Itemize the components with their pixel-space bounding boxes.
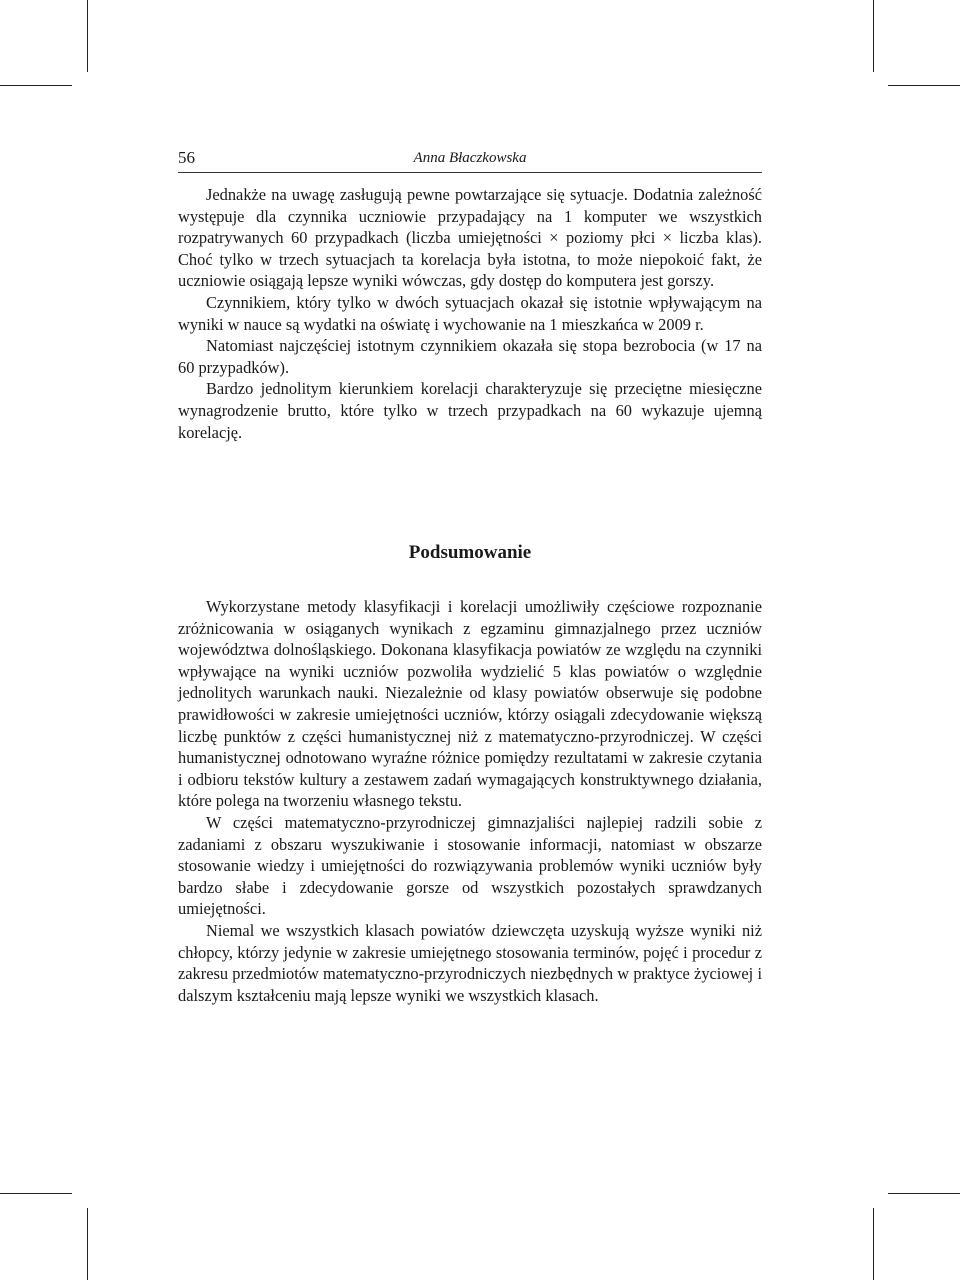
- crop-mark: [87, 1208, 88, 1280]
- crop-mark: [87, 0, 88, 72]
- page-number: 56: [178, 148, 195, 167]
- crop-mark: [888, 85, 960, 86]
- paragraph: Niemal we wszystkich klasach powiatów dziewczęta uzyskują wyższe wyniki niż chłopcy, którzy jedynie w zakresie umiejętnego stosowania terminów, pojęć i procedur z zakresu przedmiotów matematyczno-przyrodniczych niezbędnych w praktyce życiowej i dalszym kształceniu mają lepsze wyniki we wszystkich klasach.: [178, 920, 762, 1005]
- crop-mark: [873, 0, 874, 72]
- running-head: Anna Błaczkowska: [413, 150, 527, 166]
- paragraph: Wykorzystane metody klasyfikacji i korelacji umożliwiły częściowe rozpoznanie zróżnicowania w osiąganych wynikach z egzaminu gimnazjalnego przez uczniów województwa dolnośląskiego. Dokonana klasyfikacja powiatów ze względu na czynniki wpływające na wyniki uczniów pozwoliła wydzielić 5 klas powiatów o względnie jednolitych warunkach nauki. Niezależnie od klasy powiatów obserwuje się podobne prawidłowości w zakresie umiejętności uczniów, którzy osiągali zdecydowanie większą liczbę punktów z części humanistycznej niż z matematyczno-przyrodniczej. W części humanistycznej odnotowano wyraźne różnice pomiędzy rezultatami w zakresie czytania i odbioru tekstów kultury a zestawem zadań wymagających konstruktywnego działania, które polega na tworzeniu własnego tekstu.: [178, 597, 762, 811]
- paragraph: Czynnikiem, który tylko w dwóch sytuacjach okazał się istotnie wpływającym na wyniki w nauce są wydatki na oświatę i wychowanie na 1 mieszkańca w 2009 r.: [178, 292, 762, 334]
- body-text-top: [178, 184, 762, 443]
- crop-mark: [0, 1193, 72, 1194]
- crop-mark: [0, 85, 72, 86]
- paragraph: Bardzo jednolitym kierunkiem korelacji charakteryzuje się przeciętne miesięczne wynagrodzenie brutto, które tylko w trzech przypadkach na 60 wykazuje ujemną korelację.: [178, 379, 762, 442]
- page-header: [178, 146, 762, 173]
- section-title: Podsumowanie: [408, 542, 532, 563]
- paragraph: Natomiast najczęściej istotnym czynnikiem okazała się stopa bezrobocia (w 17 na 60 przypadków).: [178, 336, 762, 377]
- paragraph: W części matematyczno-przyrodniczej gimnazjaliści najlepiej radzili sobie z zadaniami z obszaru wyszukiwanie i stosowanie informacji, natomiast w obszarze stosowanie wiedzy i umiejętności do rozwiązywania problemów wyniki uczniów były bardzo słabe i zdecydowanie gorsze od wszystkich pozostałych sprawdzanych umiejętności.: [178, 812, 762, 919]
- crop-mark: [888, 1193, 960, 1194]
- paragraph: Jednakże na uwagę zasługują pewne powtarzające się sytuacje. Dodatnia zależność występuje dla czynnika uczniowie przypadający na 1 komputer we wszystkich rozpatrywanych 60 przypadkach (liczba umiejętności × poziomy płci × liczba klas). Choć tylko w trzech sytuacjach ta korelacja była istotna, to może niepokoić fakt, że uczniowie osiągają lepsze wyniki wówczas, gdy dostęp do komputera jest gorszy.: [178, 185, 762, 291]
- crop-mark: [873, 1208, 874, 1280]
- summary-text: [178, 596, 762, 1006]
